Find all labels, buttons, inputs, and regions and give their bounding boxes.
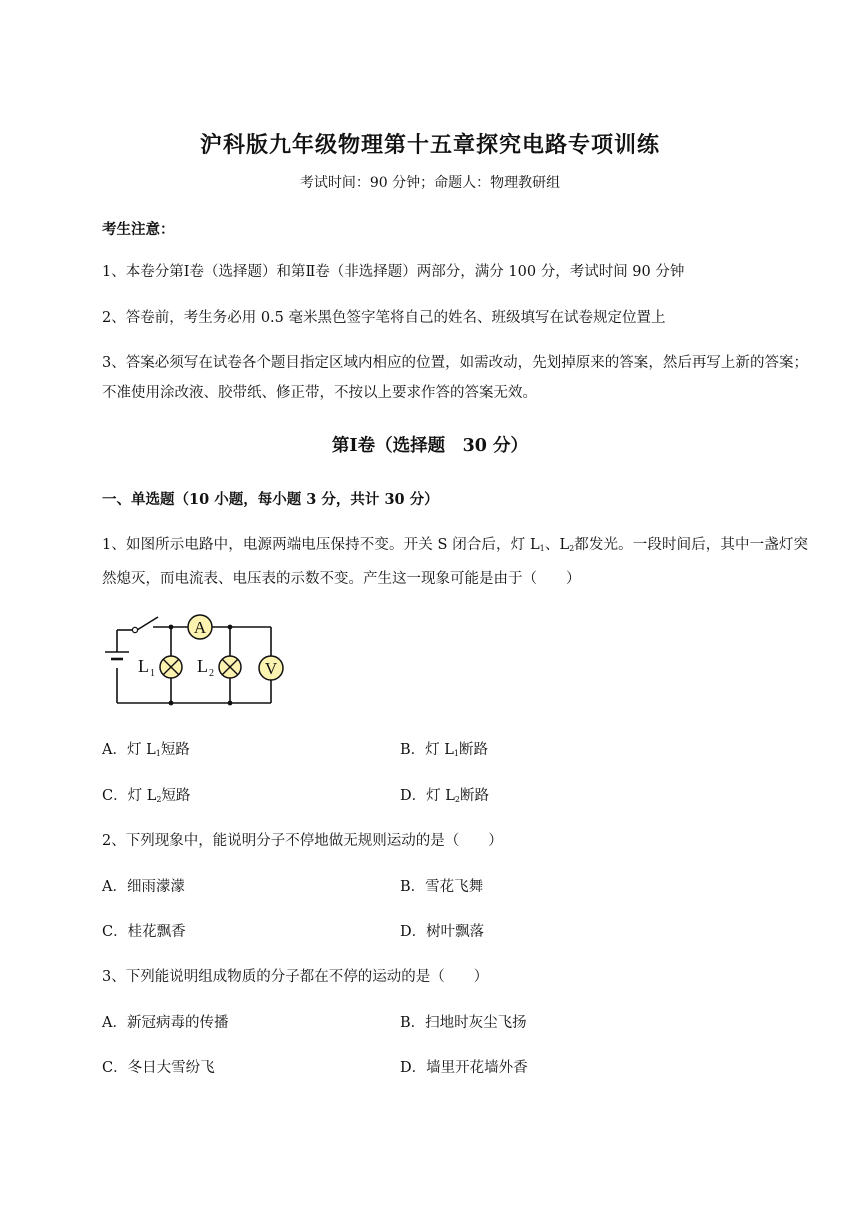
exam-info: 考试时间：90 分钟；命题人：物理教研组 — [299, 175, 561, 191]
q1-option-b[interactable]: B．灯 $L_1$断路 — [400, 742, 488, 758]
q2-option-d[interactable]: D．树叶飘落 — [400, 924, 485, 940]
svg-text:V: V — [264, 659, 278, 678]
notice-heading: 考生注意： — [102, 221, 175, 238]
lamp-l2-subscript: 2 — [209, 668, 214, 679]
notice-item-1: 1、本卷分第Ⅰ卷（选择题）和第Ⅱ卷（非选择题）两部分，满分 100 分，考试时间 90 分钟 — [102, 264, 685, 280]
q1-option-d[interactable]: D．灯 $L_2$断路 — [400, 788, 489, 804]
lamp-l1-subscript: 1 — [150, 668, 155, 679]
q1-option-c[interactable]: C．灯 $L_2$短路 — [102, 788, 191, 804]
q2-option-c[interactable]: C．桂花飘香 — [102, 924, 186, 940]
q3-option-b[interactable]: B．扫地时灰尘飞扬 — [400, 1015, 527, 1031]
lamp-l1-label: L — [138, 656, 149, 676]
question-1-stem: 1、如图所示电路中，电源两端电压保持不变。开关 S 闭合后，灯 $L_1$、$L_2$都发光。一段时间后，其中一盏灯突然熄灭，而电流表、电压表的示数不变。产生这一现象可能是由于（ ） — [102, 537, 808, 587]
section-title: 第Ⅰ卷（选择题 30 分） — [331, 436, 529, 456]
svg-text:A: A — [193, 618, 207, 637]
switch-contact — [132, 627, 137, 632]
part-heading: 一、单选题（10 小题，每小题 3 分，共计 30 分） — [102, 491, 439, 508]
lamp-l2-label: L — [197, 656, 208, 676]
question-3-stem: 3、下列能说明组成物质的分子都在不停的运动的是（ ） — [102, 969, 489, 985]
q3-option-a[interactable]: A．新冠病毒的传播 — [102, 1015, 229, 1031]
notice-item-3: 3、答案必须写在试卷各个题目指定区域内相应的位置，如需改动，先划掉原来的答案，然后再写上新的答案；不准使用涂改液、胶带纸、修正带，不按以上要求作答的答案无效。 — [102, 355, 808, 401]
q3-option-c[interactable]: C．冬日大雪纷飞 — [102, 1060, 215, 1076]
notice-item-2: 2、答卷前，考生务必用 0.5 毫米黑色签字笔将自己的姓名、班级填写在试卷规定位置上 — [102, 310, 666, 326]
question-2-stem: 2、下列现象中，能说明分子不停地做无规则运动的是（ ） — [102, 833, 503, 849]
lamp-l2-icon — [219, 656, 241, 678]
circuit-diagram — [100, 610, 300, 710]
ammeter-icon — [188, 615, 212, 639]
q2-option-b[interactable]: B．雪花飞舞 — [400, 879, 484, 895]
voltmeter-icon — [259, 656, 283, 680]
switch-blade — [137, 617, 158, 630]
q3-option-d[interactable]: D．墙里开花墙外香 — [400, 1060, 528, 1076]
lamp-l1-icon — [160, 656, 182, 678]
q1-option-a[interactable]: A．灯 $L_1$短路 — [102, 742, 190, 758]
q2-option-a[interactable]: A．细雨濛濛 — [102, 879, 185, 895]
page-title: 沪科版九年级物理第十五章探究电路专项训练 — [199, 132, 660, 158]
